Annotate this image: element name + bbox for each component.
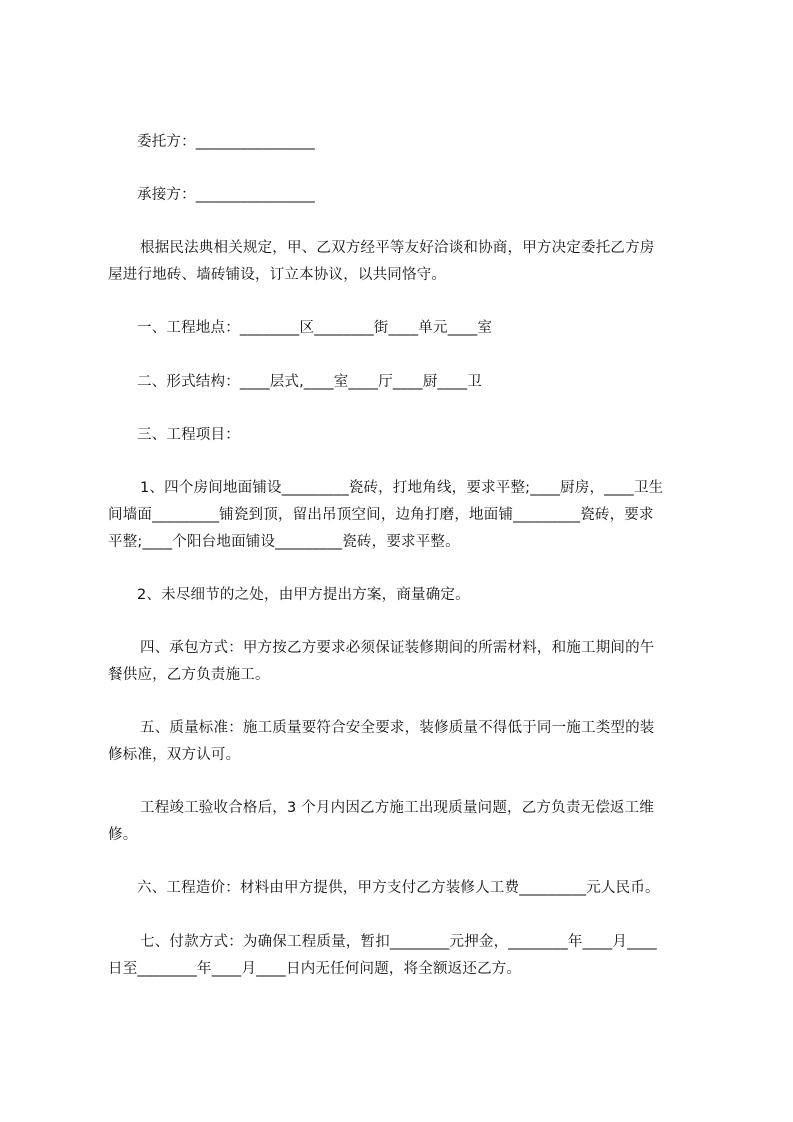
contractor-line: 承接方：________________	[137, 187, 315, 203]
item-2: 2、未尽细节的之处，由甲方提出方案，商量确定。	[137, 587, 470, 603]
section-4-line-2: 餐供应，乙方负责施工。	[108, 667, 270, 683]
section-3-title: 三、工程项目：	[137, 427, 240, 443]
warranty-line-1: 工程竣工验收合格后，3 个月内因乙方施工出现质量问题，乙方负责无偿返工维	[140, 800, 655, 816]
section-2-structure: 二、形式结构：____层式,____室____厅____厨____卫	[137, 374, 482, 390]
item-1-line-2: 间墙面_________铺瓷到顶，留出吊顶空间，边角打磨，地面铺_________瓷砖，要求	[108, 507, 654, 523]
intro-line-1: 根据民法典相关规定，甲、乙双方经平等友好洽谈和协商，甲方决定委托乙方房	[140, 240, 655, 256]
section-1-location: 一、工程地点：________区________街____单元____室	[137, 320, 493, 336]
section-4-line-1: 四、承包方式：甲方按乙方要求必须保证装修期间的所需材料，和施工期间的午	[140, 640, 655, 656]
section-5-line-1: 五、质量标准：施工质量要符合安全要求，装修质量不得低于同一施工类型的装	[140, 720, 655, 736]
section-6-price: 六、工程造价：材料由甲方提供，甲方支付乙方装修人工费_________元人民币。	[137, 880, 660, 896]
section-7-line-1: 七、付款方式：为确保工程质量，暂扣________元押金，________年____月____	[140, 934, 657, 950]
client-line: 委托方：________________	[137, 134, 315, 150]
item-1-line-3: 平整;____个阳台地面铺设_________瓷砖，要求平整。	[108, 534, 460, 550]
warranty-line-2: 修。	[108, 827, 138, 843]
intro-line-2: 屋进行地砖、墙砖铺设，订立本协议，以共同恪守。	[108, 267, 447, 283]
section-5-line-2: 修标准，双方认可。	[108, 747, 241, 763]
section-7-line-2: 日至________年____月____日内无任何问题，将全额返还乙方。	[108, 961, 522, 977]
item-1-line-1: 1、四个房间地面铺设_________瓷砖，打地角线，要求平整;____厨房，____卫生	[140, 480, 664, 496]
